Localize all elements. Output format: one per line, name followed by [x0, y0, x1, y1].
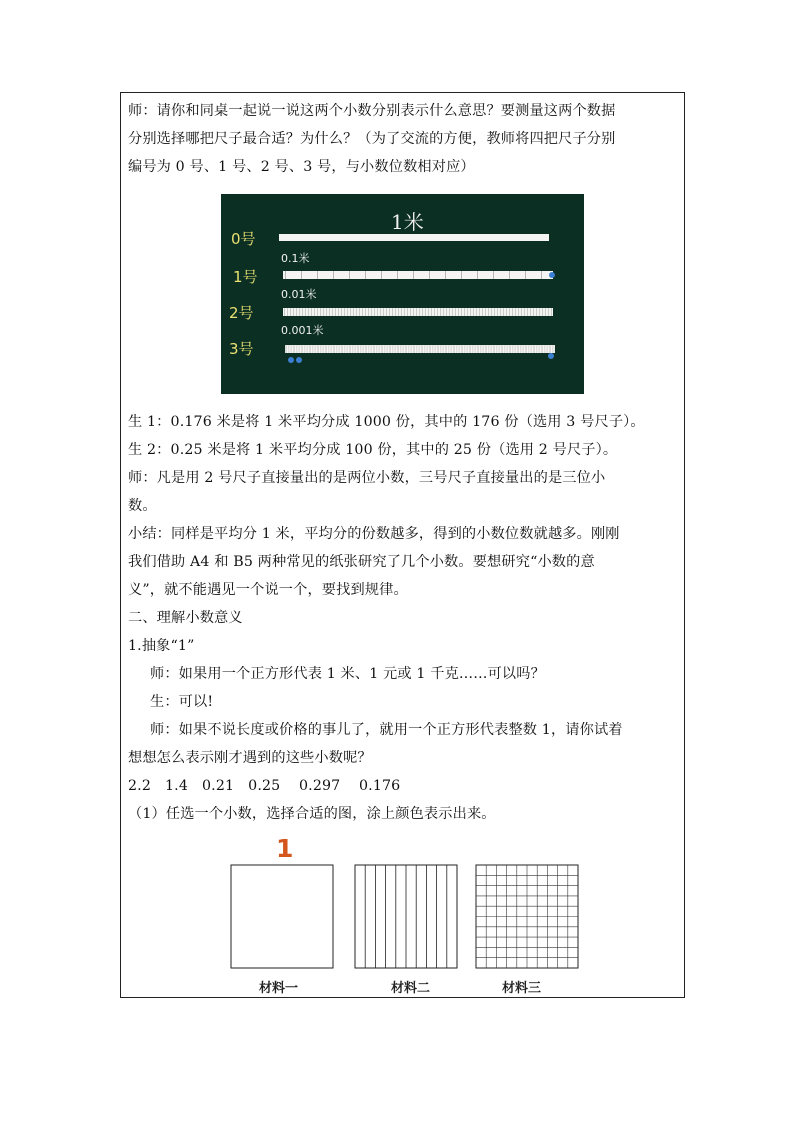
task-instruction: （1）任选一个小数，选择合适的图，涂上颜色表示出来。	[128, 806, 496, 822]
material-one-square	[231, 865, 333, 968]
caption-material-two: 材料二	[391, 981, 431, 996]
text-line: 生 1：0.176 米是将 1 米平均分成 1000 份，其中的 176 份（选用 3 号尺子）。	[128, 414, 645, 430]
materials-figure	[225, 838, 585, 998]
rulers-illustration	[221, 194, 584, 394]
ruler-label-0: 0号	[231, 230, 256, 248]
material-three-square	[476, 865, 578, 968]
ruler-label-2: 2号	[229, 304, 254, 322]
subsection-heading: 1.抽象“1”	[128, 638, 195, 654]
text-line: 师：如果用一个正方形代表 1 米、1 元或 1 千克……可以吗？	[150, 666, 545, 682]
text-line: 分别选择哪把尺子最合适？为什么？（为了交流的方便，教师将四把尺子分别	[128, 131, 616, 147]
text-line: 小结：同样是平均分 1 米，平均分的份数越多，得到的小数位数就越多。刚刚	[128, 526, 620, 542]
unit-label-0.01: 0.01米	[281, 288, 317, 301]
material-two-square	[355, 865, 457, 968]
photo-title: 1米	[391, 210, 424, 234]
text-line: 师：凡是用 2 号尺子直接量出的是两位小数，三号尺子直接量出的是三位小	[128, 470, 606, 486]
text-line: 生 2：0.25 米是将 1 米平均分成 100 份，其中的 25 份（选用 2 号尺子）。	[128, 442, 618, 458]
text-line: 义”，就不能遇见一个说一个，要找到规律。	[128, 582, 408, 598]
section-heading: 二、理解小数意义	[128, 610, 243, 626]
blackboard-photo	[221, 194, 584, 394]
unit-label-0.001: 0.001米	[281, 324, 324, 337]
ruler-label-3: 3号	[229, 340, 254, 358]
text-line: 师：如果不说长度或价格的事儿了，就用一个正方形代表整数 1，请你试着	[150, 722, 623, 738]
text-line: 编号为 0 号、1 号、2 号、3 号，与小数位数相对应）	[128, 159, 475, 175]
text-line: 师：请你和同桌一起说一说这两个小数分别表示什么意思？要测量这两个数据	[128, 103, 616, 119]
text-line: 数。	[128, 498, 157, 514]
one-label: 1	[276, 834, 294, 863]
unit-label-0.1: 0.1米	[281, 252, 310, 265]
caption-material-three: 材料三	[502, 981, 542, 996]
caption-material-one: 材料一	[259, 981, 299, 996]
text-line: 想想怎么表示刚才遇到的这些小数呢？	[128, 750, 372, 766]
text-line: 我们借助 A4 和 B5 两种常见的纸张研究了几个小数。要想研究“小数的意	[128, 554, 595, 570]
text-line: 生：可以!	[150, 694, 214, 710]
ruler-label-1: 1号	[233, 268, 258, 286]
ruler-0	[279, 234, 549, 241]
decimal-list: 2.2 1.4 0.21 0.25 0.297 0.176	[128, 778, 401, 794]
